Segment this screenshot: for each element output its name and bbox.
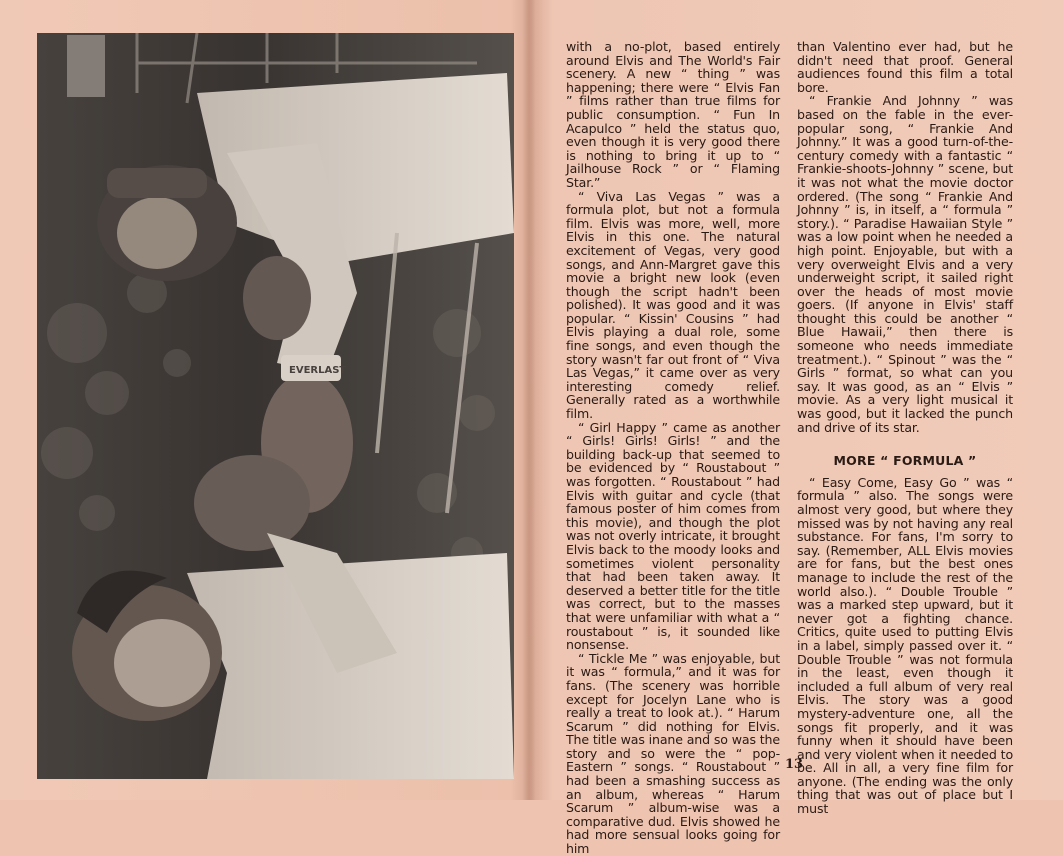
boxing-photo-illustration — [37, 33, 514, 779]
boxing-photo — [37, 33, 514, 779]
article-column-2 — [797, 40, 1013, 816]
paragraph: with a no-plot, based entirely around Elvis and The World's Fair scenery. A new “ thing ” was happening; there were “ Elvis Fan ” films rather than true films for public consumption. “ Fun In Acapulco ” held the status quo, even though it is very good there is nothing to bring it up to “ Jailhouse Rock ” or “ Flaming Star.” — [566, 39, 780, 190]
paragraph: “ Viva Las Vegas ” was a formula plot, but not a formula film. Elvis was more, well, more Elvis in this one. The natural excitement of Vegas, very good songs, and Ann-Margret gave this movie a bright new look (even though the script hadn't been polished). It was good and it was popular. “ Kissin' Cousins ” had Elvis playing a dual role, some fine songs, and even though the story wasn't far out front of “ Viva Las Vegas,” it came over as very interesting comedy relief. Generally rated as a worthwhile film. — [566, 188, 780, 422]
section-subheading: MORE “ FORMULA ” — [833, 453, 977, 469]
paragraph: “ Frankie And Johnny ” was based on the fable in the ever-popular song, “ Frankie And Johnny.” It was a good turn-of-the-century comedy with a fantastic “ Frankie-shoots-Johnny ” scene, but it was not what the movie doctor ordered. (The song “ Frankie And Johnny ” is, in itself, a “ formula ” story.). “ Paradise Hawaiian Style ” was a low point when he needed a high point. Enjoyable, but with a very overweight Elvis and a very underweight script, it sailed right over the heads of most movie goers. (If anyone in Elvis' staff thought this could be another “ Blue Hawaii,” then there is someone who needs immediate treatment.). “ Spinout ” was the “ Girls ” format, so what can you say. It was good, as an “ Elvis ” movie. As a very light musical it was good, but it lacked the punch and drive of its star. — [797, 93, 1013, 435]
paragraph: “ Girl Happy ” came as another “ Girls! Girls! Girls! ” and the building back-up that seemed to be evidenced by “ Roustabout ” was forgotten. “ Roustabout ” had Elvis with guitar and cycle (that famous poster of him comes from this movie), and though the plot was not overly intricate, it brought Elvis back to the moody looks and sometimes violent personality that had been taken away. It deserved a better title for the title was correct, but to the masses that were unfamiliar with what a “ roustabout ” is, it sounded like nonsense. — [566, 419, 780, 653]
paragraph: “ Easy Come, Easy Go ” was “ formula ” also. The songs were almost very good, but where they missed was by not having any real substance. For fans, I'm sorry to say. (Remember, ALL Elvis movies are for fans, but the best ones manage to include the rest of the world also.). “ Double Trouble ” was a marked step upward, but it never got a fighting chance. Critics, quite used to putting Elvis in a label, simply passed over it. “ Double Trouble ” was not formula in the least, even though it included a full album of very real Elvis. The story was a good mystery-adventure one, all the songs fit properly, and it was funny when it should have been and very violent when it needed to be. All in all, a very fine film for anyone. (The ending was the only thing that was out of place but I must — [797, 474, 1013, 817]
paragraph: than Valentino ever had, but he didn't need that proof. General audiences found this film a total bore. — [797, 39, 1013, 95]
page-gutter — [522, 0, 536, 800]
paragraph: “ Tickle Me ” was enjoyable, but it was “ formula,” and it was for fans. (The scenery was horrible except for Jocelyn Lane who is really a treat to look at.). “ Harum Scarum ” did nothing for Elvis. The title was inane and so was the story and so were the “ pop-Eastern ” songs. “ Roustabout ” had been a smashing success as an album, whereas “ Harum Scarum ” album-wise was a comparative dud. Elvis showed he had more sensual looks going for him — [566, 650, 780, 856]
article-column-1 — [566, 40, 780, 856]
glove-label: EVERLAST — [289, 365, 347, 376]
page-number: 13 — [785, 757, 804, 772]
